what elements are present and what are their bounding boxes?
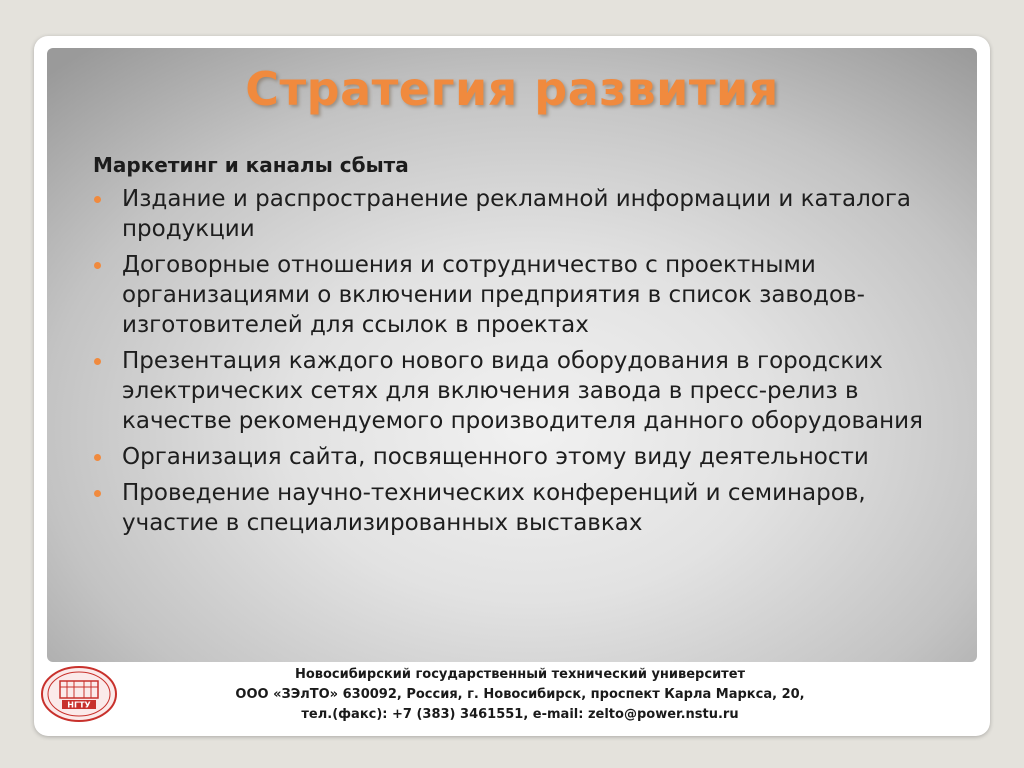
bullet-dot-icon <box>94 196 101 203</box>
logo-text: НГТУ <box>67 700 91 710</box>
bullet-text: Договорные отношения и сотрудничество с проектными организациями о включении предприятия в список заводов-изготовителей для ссылок в проектах <box>122 252 865 338</box>
bullet-text: Проведение научно-технических конференций и семинаров, участие в специализированных выставках <box>122 480 866 536</box>
bullet-dot-icon <box>94 454 101 461</box>
footer <box>140 665 900 725</box>
bullet-item <box>93 442 963 472</box>
footer-contacts: тел.(факс): +7 (383) 3461551, e-mail: zelto@power.nstu.ru <box>301 707 739 722</box>
slide-title: Стратегия развития <box>245 62 779 116</box>
section-subheading: Маркетинг и каналы сбыта <box>93 153 409 177</box>
footer-university: Новосибирский государственный технический университет <box>294 667 746 682</box>
slide-body <box>93 150 963 544</box>
bullet-item <box>93 478 963 538</box>
bullet-list <box>93 184 963 538</box>
bullet-item <box>93 184 963 244</box>
bullet-text: Презентация каждого нового вида оборудования в городских электрических сетях для включения завода в пресс-релиз в качестве рекомендуемого производителя данного оборудования <box>122 348 923 434</box>
university-seal-icon <box>40 665 118 723</box>
bullet-text: Организация сайта, посвященного этому виду деятельности <box>122 444 869 470</box>
bullet-text: Издание и распространение рекламной информации и каталога продукции <box>122 186 912 242</box>
footer-address: ООО «ЗЭлТО» 630092, Россия, г. Новосибирск, проспект Карла Маркса, 20, <box>235 687 805 702</box>
bullet-item <box>93 250 963 340</box>
bullet-dot-icon <box>94 358 101 365</box>
bullet-dot-icon <box>94 490 101 497</box>
bullet-item <box>93 346 963 436</box>
bullet-dot-icon <box>94 262 101 269</box>
